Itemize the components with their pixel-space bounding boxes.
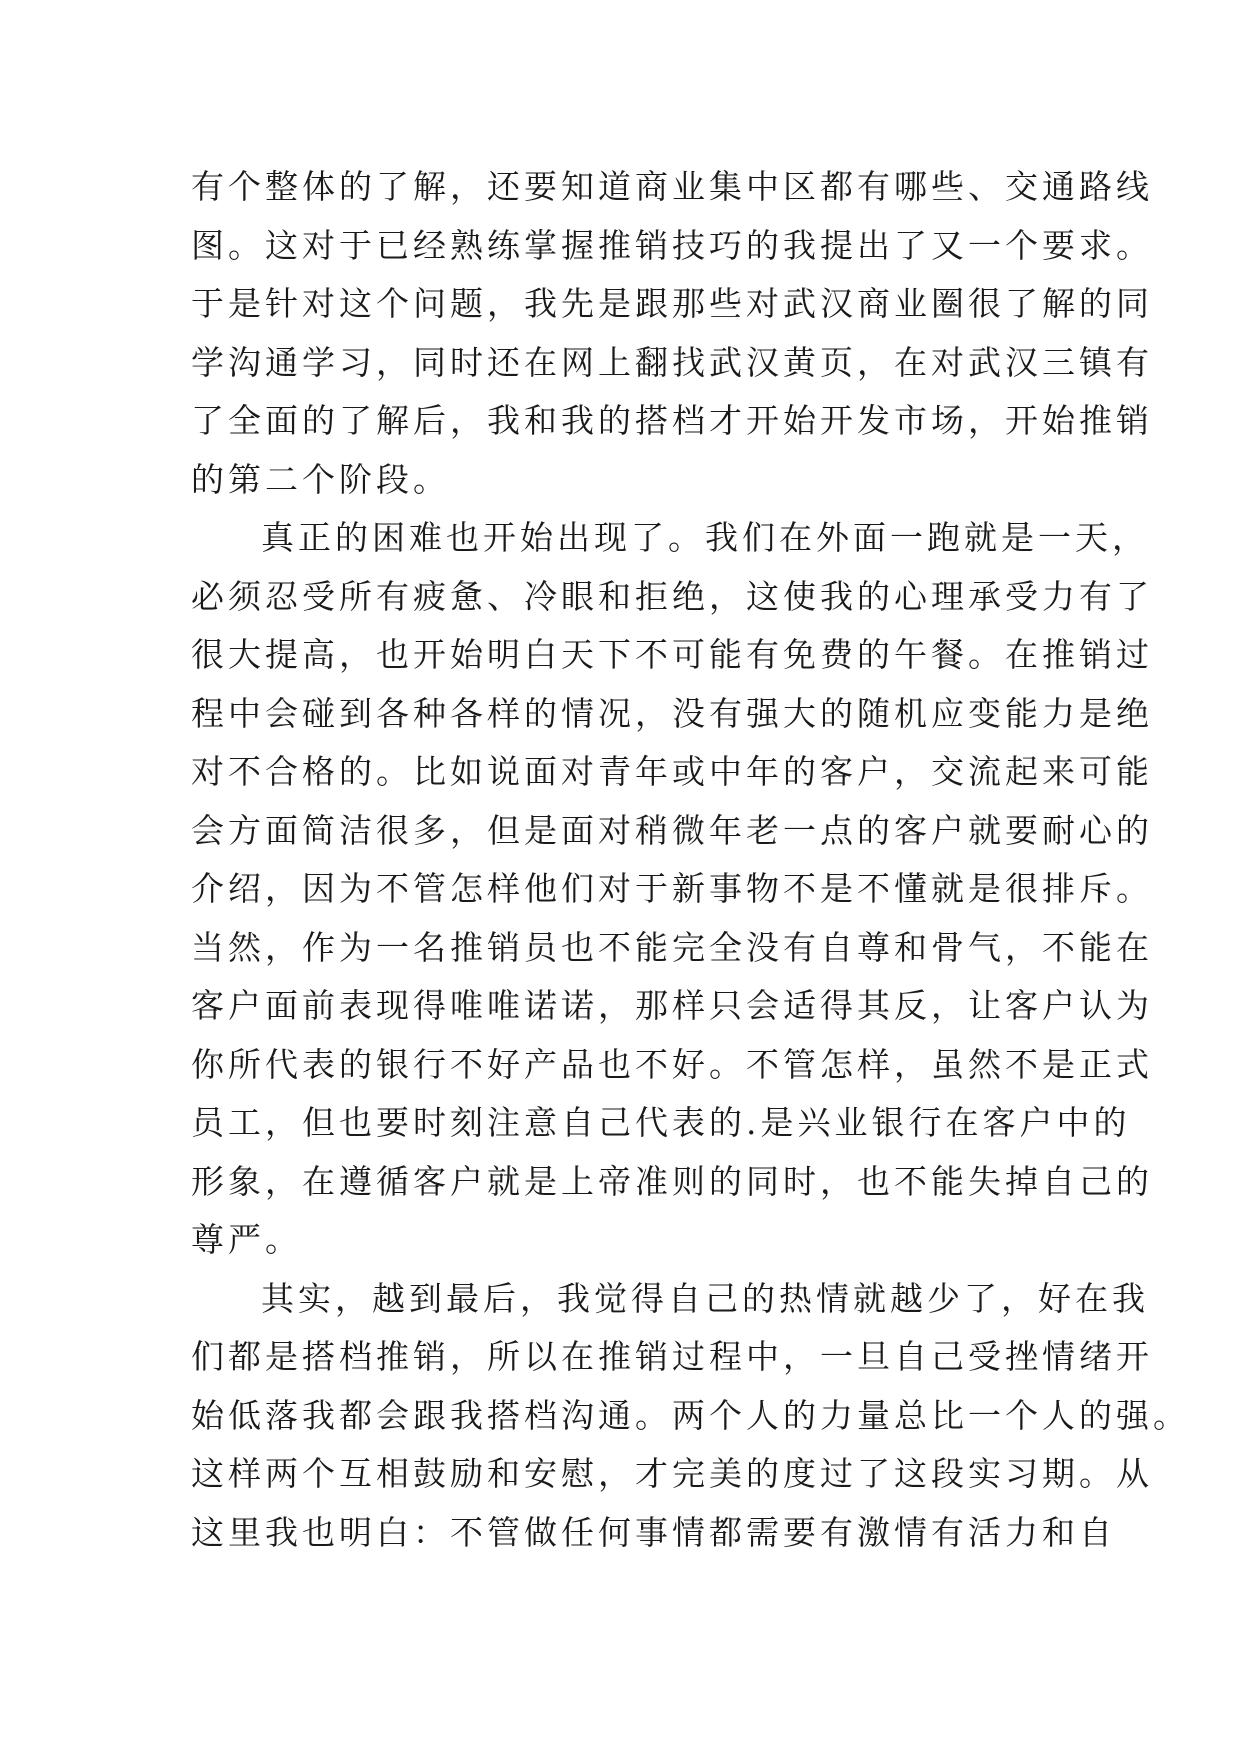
text-line: 尊严。	[191, 1220, 302, 1259]
text-line: 这样两个互相鼓励和安慰，才完美的度过了这段实习期。从	[191, 1454, 1153, 1493]
text-line: 其实，越到最后，我觉得自己的热情就越少了，好在我	[261, 1278, 1149, 1318]
text-line: 必须忍受所有疲惫、冷眼和拒绝，这使我的心理承受力有了	[191, 576, 1153, 616]
text-line: 介绍，因为不管怎样他们对于新事物不是不懂就是很排斥。	[191, 869, 1153, 908]
text-line: 图。这对于已经熟练掌握推销技巧的我提出了又一个要求。	[191, 225, 1153, 265]
text-line: 这里我也明白：不管做任何事情都需要有激情有活力和自	[191, 1512, 1116, 1552]
text-line: 了全面的了解后，我和我的搭档才开始开发市场，开始推销	[191, 401, 1153, 440]
text-line: 真正的困难也开始出现了。我们在外面一跑就是一天，	[261, 518, 1149, 557]
text-line: 员工，但也要时刻注意自己代表的.是兴业银行在客户中的	[191, 1103, 1131, 1142]
text-line: 对不合格的。比如说面对青年或中年的客户，交流起来可能	[191, 752, 1153, 791]
text-line: 会方面简洁很多，但是面对稍微年老一点的客户就要耐心的	[191, 810, 1153, 850]
text-line: 当然，作为一名推销员也不能完全没有自尊和骨气，不能在	[191, 927, 1153, 967]
text-line: 很大提高，也开始明白天下不可能有免费的午餐。在推销过	[191, 635, 1153, 674]
text-line: 学沟通学习，同时还在网上翻找武汉黄页，在对武汉三镇有	[191, 342, 1153, 382]
body-text	[191, 158, 1190, 1562]
text-line: 客户面前表现得唯唯诺诺，那样只会适得其反，让客户认为	[191, 986, 1153, 1025]
text-line: 们都是搭档推销，所以在推销过程中，一旦自己受挫情绪开	[191, 1337, 1153, 1376]
text-line: 的第二个阶段。	[191, 459, 450, 499]
text-line: 你所代表的银行不好产品也不好。不管怎样，虽然不是正式	[191, 1044, 1153, 1084]
text-line: 有个整体的了解，还要知道商业集中区都有哪些、交通路线	[191, 167, 1153, 206]
text-line: 于是针对这个问题，我先是跟那些对武汉商业圈很了解的同	[191, 284, 1153, 323]
text-line: 形象，在遵循客户就是上帝准则的同时，也不能失掉自己的	[191, 1161, 1153, 1201]
text-line: 始低落我都会跟我搭档沟通。两个人的力量总比一个人的强。	[191, 1395, 1190, 1435]
text-line: 程中会碰到各种各样的情况，没有强大的随机应变能力是绝	[191, 693, 1153, 733]
